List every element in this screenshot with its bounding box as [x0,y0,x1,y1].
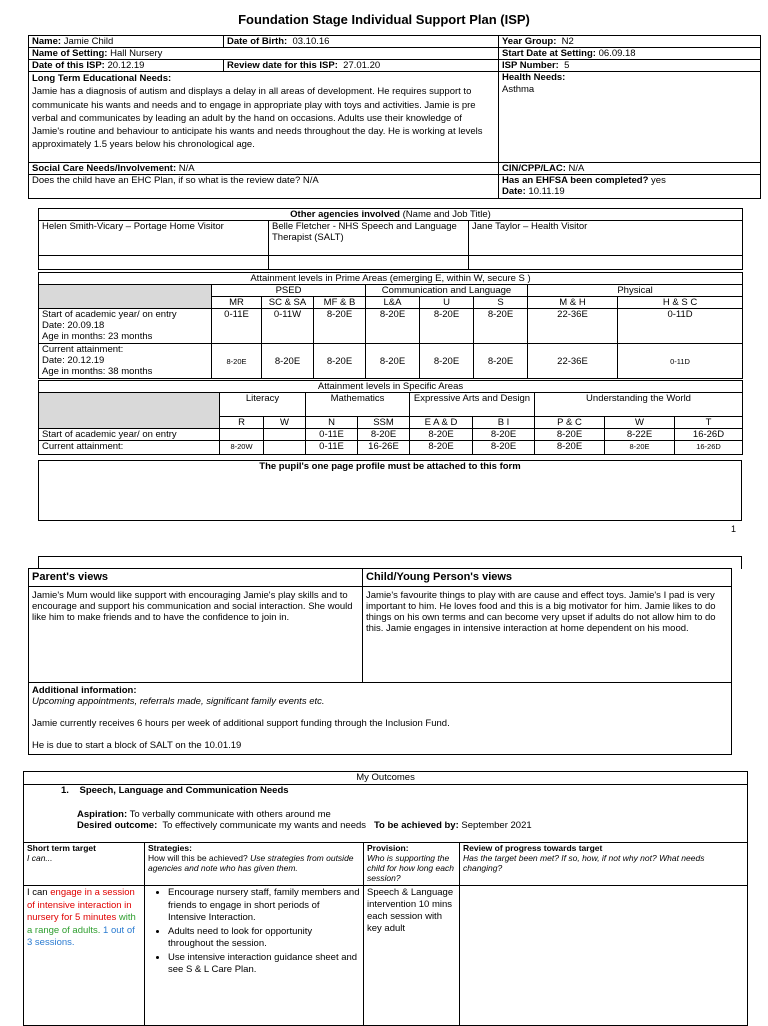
attainment-cell: 8-20E [474,344,528,379]
attainment-cell: 22-36E [528,344,618,379]
attainment-cell [264,441,306,455]
row-label: Current attainment: [42,344,124,355]
child-name: Jamie Child [63,36,114,47]
col-review-title: Review of progress towards target [463,843,603,853]
target-highlight-red: engage in a session of intensive interaction in nursery for 5 minutes [27,887,135,923]
isp-date-value: 20.12.19 [107,60,145,71]
achieved-by-text: September 2021 [461,820,532,831]
start-date-value: 06.09.18 [598,48,636,59]
cin-label: CIN/CPP/LAC: [502,163,566,174]
setting-value: Hall Nursery [110,48,163,59]
attainment-cell: 16-26D [675,441,743,455]
strategy-item: • Adults need to look for opportunity throughout the session. [168,926,360,951]
row-date: Date: 20.09.18 [42,320,105,331]
cin-value: N/A [568,163,585,174]
setting-label: Name of Setting: [32,48,108,59]
attainment-cell: 8-20E [212,344,262,379]
ehfsa-date-value: 10.11.19 [528,186,565,197]
target-highlight-green: with a range of adults. [27,912,136,936]
attainment-cell: 8-20E [474,309,528,344]
attainment-cell: 0-11D [618,344,743,379]
prime-row-start [39,309,743,344]
col-short-term-hint: I can... [27,853,53,863]
row-label: Start of academic year/ on entry [42,309,177,320]
parent-views-title: Parent's views [29,569,363,587]
specific-col-label: T [675,417,743,429]
attainment-cell: 8-20E [605,441,675,455]
prime-col-label: H & S C [618,297,743,309]
attainment-cell: 0-11D [618,309,743,344]
attainment-cell: 8-20E [358,429,410,441]
achieved-by-label: To be achieved by: [373,820,459,831]
prime-col-label: MR [212,297,262,309]
desired-outcome-label: Desired outcome: [77,820,158,831]
section-title: Speech, Language and Communication Needs [79,785,289,796]
specific-col-label: P & C [535,417,605,429]
prime-row-current [39,344,743,379]
year-group-label: Year Group: [502,36,557,47]
prime-group-label: Physical [528,285,743,297]
desired-outcome-text: To effectively communicate my wants and needs [162,820,367,831]
attainment-cell: 0-11E [306,429,358,441]
attainment-cell: 8-20E [366,344,420,379]
col-provision-title: Provision: [367,843,409,853]
strategy-item: • Use intensive interaction guidance sheet and see S & L Care Plan. [168,952,360,977]
agencies-header: Other agencies involved [290,209,400,220]
specific-col-label: SSM [358,417,410,429]
long-term-needs-label: Long Term Educational Needs: [32,73,172,84]
agencies-table [38,208,743,270]
additional-info-hint: Upcoming appointments, referrals made, significant family events etc. [32,696,325,707]
target-highlight-blue: 1 out of 3 sessions. [27,924,135,948]
specific-col-label: B I [473,417,535,429]
child-views-text: Jamie's favourite things to play with are cause and effect toys. Jamie's I pad is very important to him. He loves food and this is a big motivator for him. Jamie likes to do things on his own terms and can become very upset if adults do not allow him to do this. Jamie engages in intensive interaction at home dependent on his mood. [363,587,732,683]
specific-group-label: Understanding the World [535,393,743,417]
attainment-cell: 8-20W [220,441,264,455]
ehfsa-date-label: Date: [502,186,526,197]
agency-person: Helen Smith-Vicary – Portage Home Visitor [39,221,269,256]
attainment-cell: 8-20E [262,344,314,379]
social-care-value: N/A [178,163,195,174]
specific-group-label: Mathematics [306,393,410,417]
attainment-cell: 16-26D [675,429,743,441]
attainment-cell: 8-20E [473,429,535,441]
row-label: Start of academic year/ on entry [39,429,220,441]
prime-col-label: U [420,297,474,309]
long-term-needs-text: Jamie has a diagnosis of autism and displays a delay in all areas of development. He requires support to communicate his wants and needs and to engage in appropriate play with toys and activities. Jamie is pre verbal and communicates by leading an adult by the hand on occasions. Adults use their knowledge of Jamie's routine and behaviour to anticipate his wants and needs throughout the day. He is working at levels approximately 1.5 years below his chronological age. [32,86,483,151]
col-provision-hint: Who is supporting the child for how long each session? [367,853,454,883]
child-views-title: Child/Young Person's views [363,569,732,587]
profile-box [38,460,742,521]
health-needs-value: Asthma [502,84,535,95]
specific-col-label: W [264,417,306,429]
attainment-cell: 16-26E [358,441,410,455]
attainment-cell [220,429,264,441]
agencies-header-hint: (Name and Job Title) [400,209,491,220]
attainment-cell: 8-20E [314,309,366,344]
specific-col-label: W [605,417,675,429]
prime-col-label: SC & SA [262,297,314,309]
ehfsa-value: yes [651,175,666,186]
name-label: Name: [32,36,62,47]
attainment-cell: 0-11W [262,309,314,344]
agency-person: Jane Taylor – Health Visitor [469,221,743,256]
attainment-cell: 0-11E [306,441,358,455]
strategy-item: • Encourage nursery staff, family members and friends to engage in short periods of Intensive Interaction. [168,887,360,925]
isp-date-label: Date of this ISP: [32,60,105,71]
dob-value: 03.10.16 [292,36,330,47]
review-date-label: Review date for this ISP: [227,60,338,71]
dob-label: Date of Birth: [227,36,288,47]
section-number: 1. [61,785,69,796]
social-care-label: Social Care Needs/Involvement: [32,163,177,174]
specific-col-label: E A & D [410,417,473,429]
attainment-cell: 8-20E [535,429,605,441]
additional-info-label: Additional information: [32,685,137,696]
specific-areas-table [38,380,743,455]
prime-col-label: S [474,297,528,309]
attainment-cell: 8-20E [410,441,473,455]
attainment-cell: 8-20E [535,441,605,455]
strategies-list [148,887,360,977]
attainment-cell: 8-20E [410,429,473,441]
ehfsa-label: Has an EHFSA been completed? [502,175,649,186]
provision-text: Speech & Language intervention 10 mins each session with key adult [364,886,460,1026]
aspiration-text: To verbally communicate with others around me [129,809,331,820]
prime-col-label: MF & B [314,297,366,309]
attainment-cell: 8-20E [420,309,474,344]
additional-info-text: He is due to start a block of SALT on the 10.01.19 [32,740,242,751]
views-table [28,568,732,755]
col-strategies-hint-italic: Use strategies from outside agencies and note who has given them. [148,853,354,873]
page-number: 1 [731,524,737,534]
row-age: Age in months: 23 months [42,331,153,342]
attainment-cell: 8-22E [605,429,675,441]
col-short-term-title: Short term target [27,843,96,853]
profile-note: The pupil's one page profile must be attached to this form [39,461,742,521]
specific-areas-header: Attainment levels in Specific Areas [39,381,743,393]
specific-group-label: Expressive Arts and Design [410,393,535,417]
attainment-cell: 8-20E [473,441,535,455]
prime-col-label: L&A [366,297,420,309]
prime-group-label: PSED [212,285,366,297]
row-date: Date: 20.12.19 [42,355,105,366]
specific-col-label: N [306,417,358,429]
isp-number-label: ISP Number: [502,60,559,71]
additional-info-text: Jamie currently receives 6 hours per week of additional support funding through the Inclusion Fund. [32,718,450,729]
attainment-cell: 22-36E [528,309,618,344]
health-needs-label: Health Needs: [502,72,566,83]
aspiration-label: Aspiration: [77,809,128,820]
child-info-table [28,35,761,199]
specific-col-label: R [220,417,264,429]
attainment-cell [264,429,306,441]
prime-group-label: Communication and Language [366,285,528,297]
specific-group-label: Literacy [220,393,306,417]
document-title: Foundation Stage Individual Support Plan (ISP) [238,12,530,27]
outcomes-header: My Outcomes [24,772,748,785]
review-text [460,886,748,1026]
attainment-cell: 8-20E [314,344,366,379]
short-term-target: I can engage in a session of intensive interaction in nursery for 5 minutes with a range of adults. 1 out of 3 sessions. [24,886,145,1026]
agency-person: Belle Fletcher - NHS Speech and Language Therapist (SALT) [269,221,469,256]
row-age: Age in months: 38 months [42,366,153,377]
prime-areas-header: Attainment levels in Prime Areas (emerging E, within W, secure S ) [39,273,743,285]
isp-number-value: 5 [564,60,570,71]
outcomes-table [23,771,748,1026]
parent-views-text: Jamie's Mum would like support with encouraging Jamie's play skills and to encourage and support his communication and social interaction. She would like him to make friends and to have the confidence to join in. [29,587,363,683]
prime-areas-table [38,272,743,379]
col-strategies-hint: How will this be achieved? [148,853,251,863]
prime-col-label: M & H [528,297,618,309]
ehc-plan-question: Does the child have an EHC Plan, if so what is the review date? N/A [29,175,499,199]
col-strategies-title: Strategies: [148,843,192,853]
attainment-cell: 0-11E [212,309,262,344]
attainment-cell: 8-20E [366,309,420,344]
row-label: Current attainment: [39,441,220,455]
year-group-value: N2 [561,36,574,47]
review-date-value: 27.01.20 [343,60,381,71]
col-review-hint: Has the target been met? If so, how, if not why not? What needs changing? [463,853,705,873]
attainment-cell: 8-20E [420,344,474,379]
start-date-label: Start Date at Setting: [502,48,596,59]
